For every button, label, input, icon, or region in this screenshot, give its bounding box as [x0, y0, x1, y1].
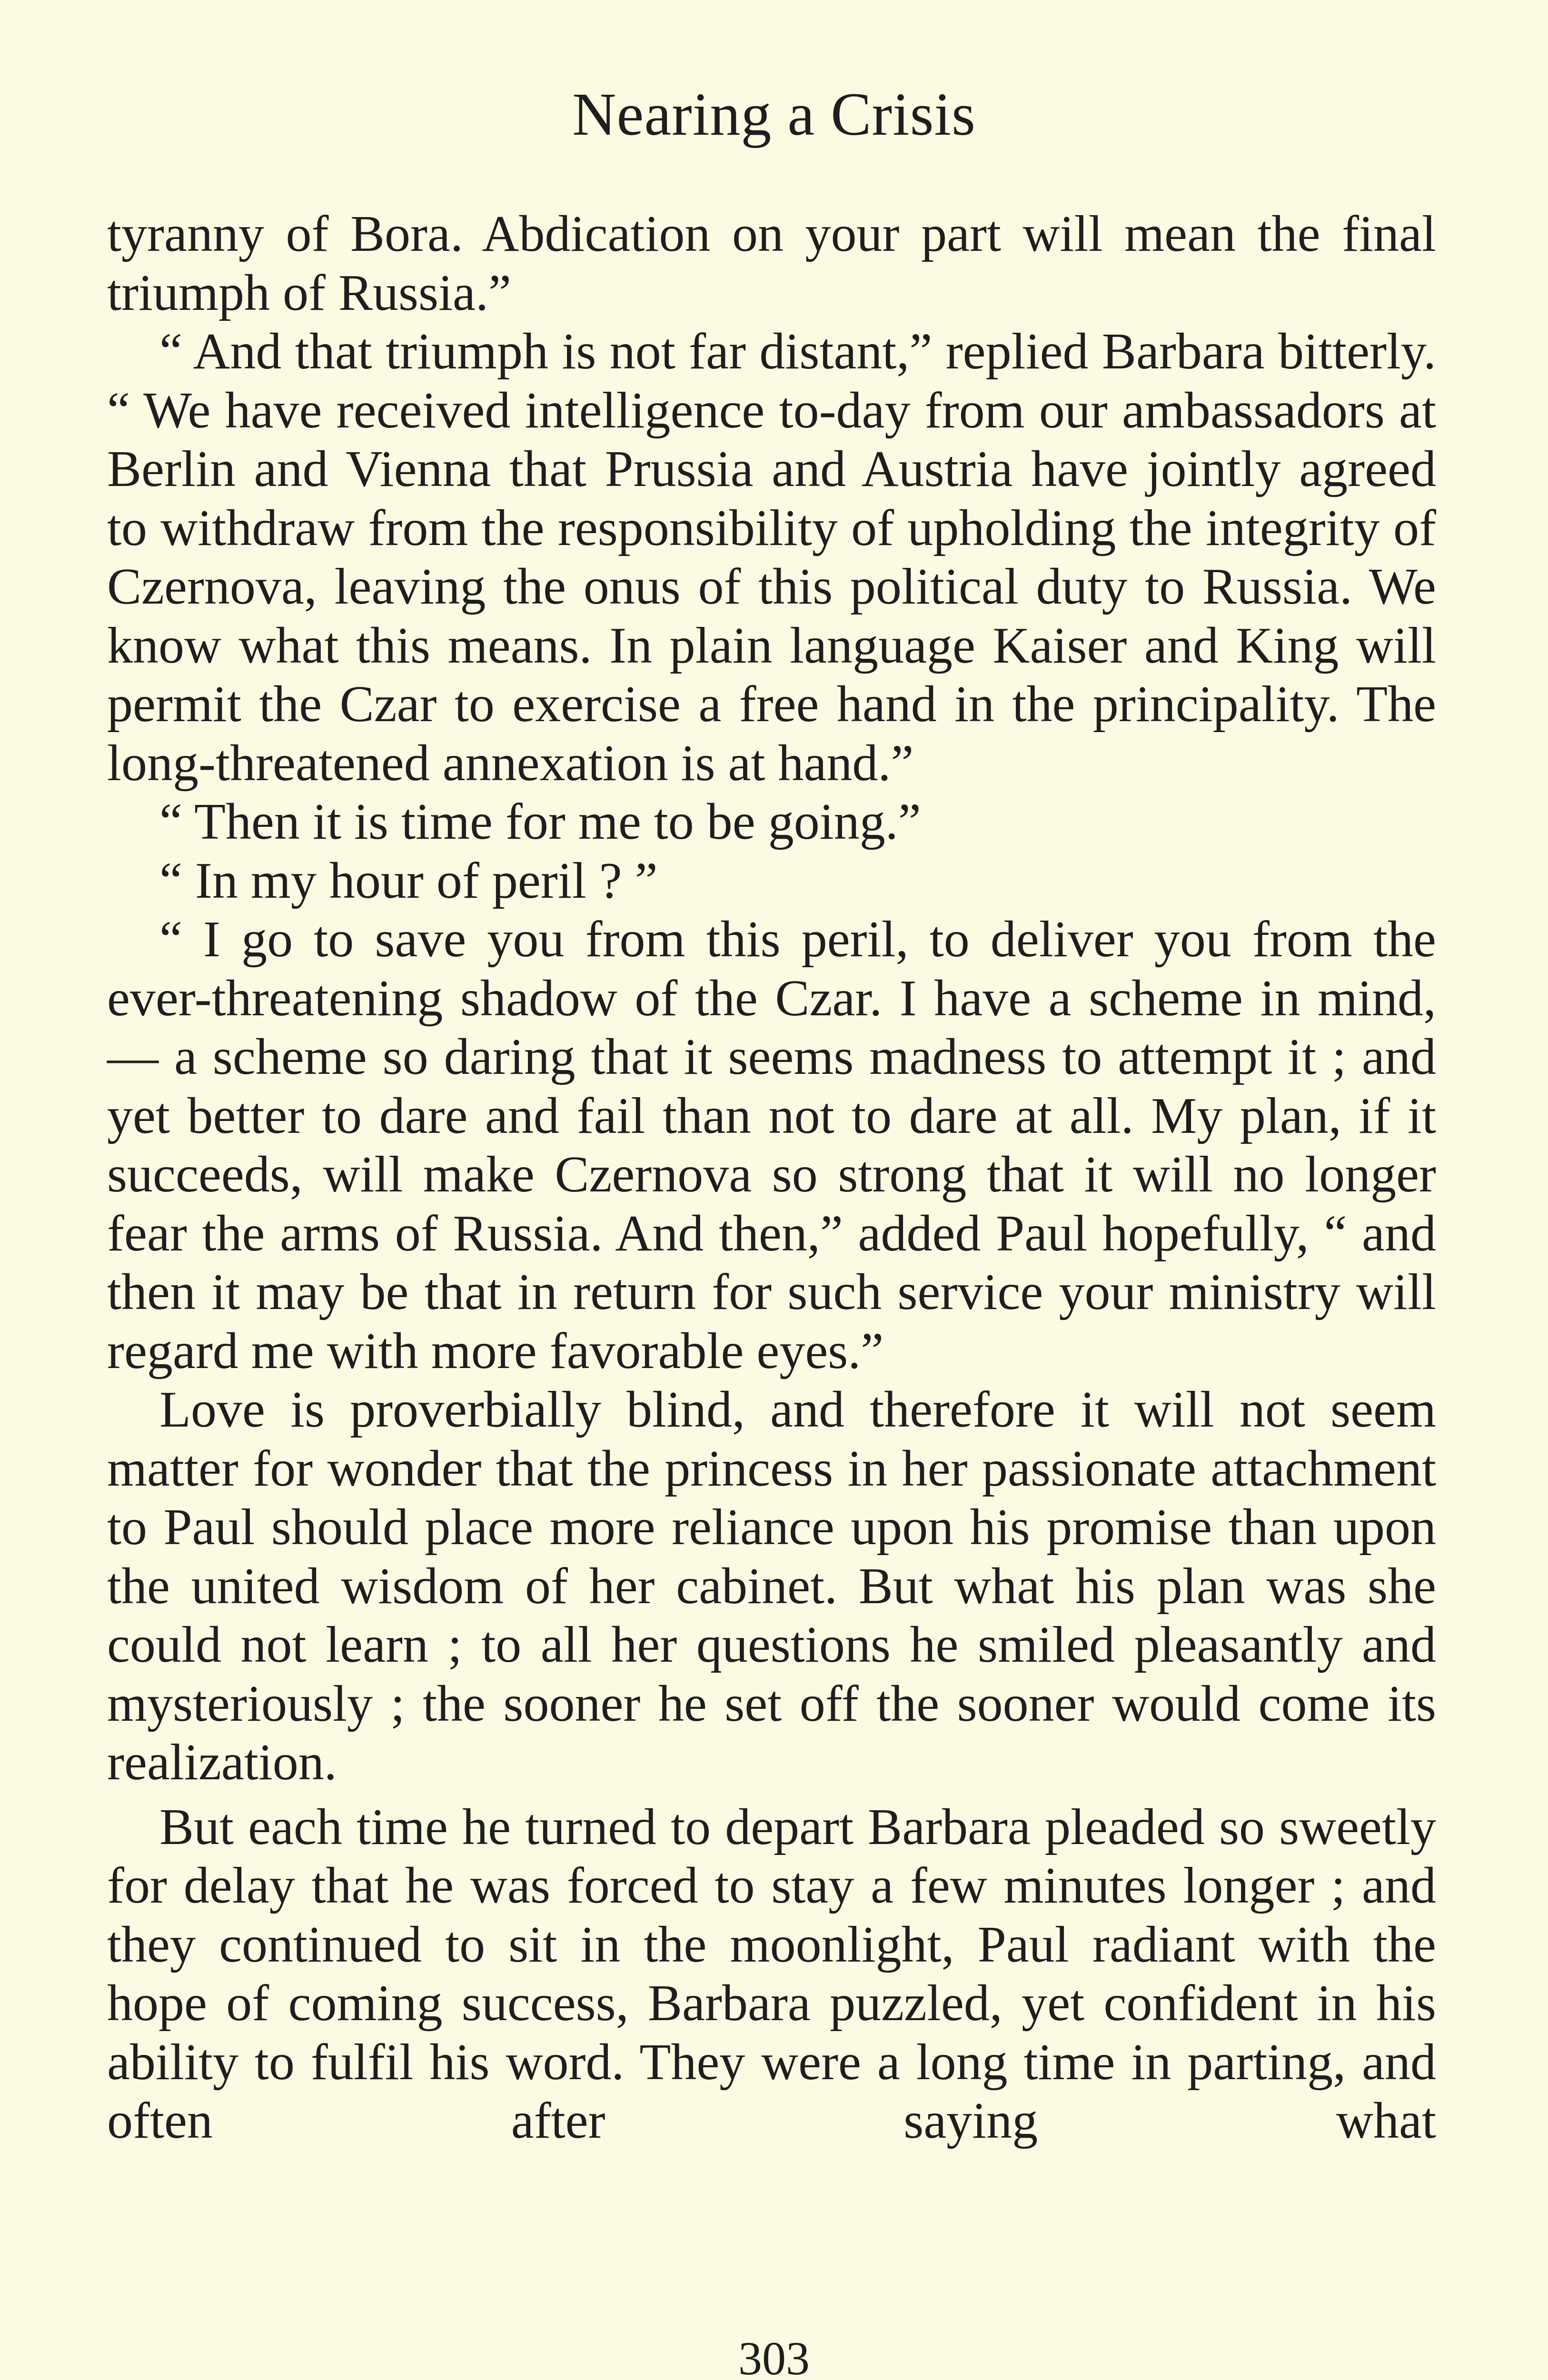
page-number: 303	[738, 2332, 810, 2380]
running-head: Nearing a Crisis	[572, 80, 976, 148]
paragraph-4: “ In my hour of peril ? ”	[159, 852, 658, 909]
paragraph-3: “ Then it is time for me to be going.”	[159, 793, 921, 850]
paragraph-5: “ I go to save you from this peril, to deliver you from the ever-threatening shadow of the Czar. I have a scheme in mind, — a scheme so daring that it seems madness to attempt it ; and yet better to dare and fail than not to dare at all. My plan, if it succeeds, will make Czernova so strong that it will no longer fear the arms of Russia. And then,” added Paul hopefully, “ and then it may be that in return for such service your ministry will regard me with more favorable eyes.”	[107, 911, 1436, 1379]
paragraph-1: tyranny of Bora. Abdication on your part will mean the final triumph of Russia.”	[107, 206, 1436, 321]
paragraph-2: “ And that triumph is not far distant,” replied Barbara bitterly. “ We have received intelligence to-day from our ambassadors at Berlin and Vienna that Prussia and Austria have jointly agreed to withdraw from the responsibility of upholding the integrity of Czernova, leaving the onus of this political duty to Russia. We know what this means. In plain language Kaiser and King will permit the Czar to exercise a free hand in the principality. The long-threatened annexation is at hand.”	[107, 323, 1436, 792]
paragraph-6: Love is proverbially blind, and therefore it will not seem matter for wonder that the princess in her passionate attachment to Paul should place more reliance upon his promise than upon the united wisdom of her cabinet. But what his plan was she could not learn ; to all her questions he smiled pleasantly and mysteriously ; the sooner he set off the sooner would come its realization.	[107, 1381, 1436, 1791]
paragraph-7: But each time he turned to depart Barbara pleaded so sweetly for delay that he was forced to stay a few minutes longer ; and they continued to sit in the moonlight, Paul radiant with the hope of coming success, Barbara puzzled, yet confident in his ability to fulfil his word. They were a long time in parting, and often after saying what	[107, 1798, 1436, 2149]
body-text	[107, 205, 1436, 2151]
